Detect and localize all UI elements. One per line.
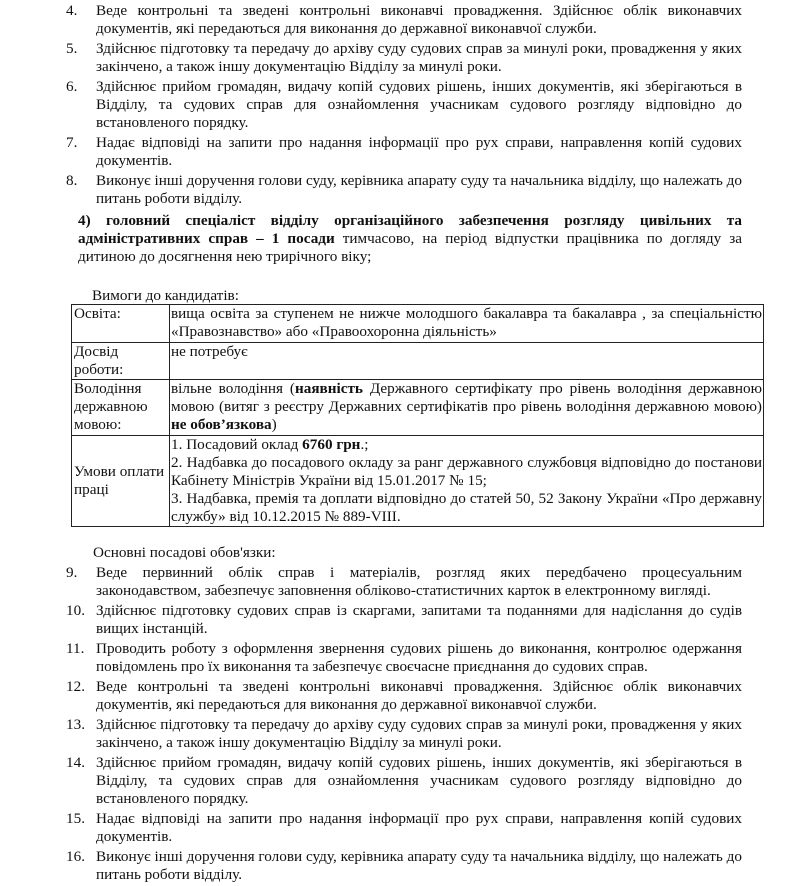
position-description [78,212,742,266]
item-text: Здійснює прийом громадян, видачу копій судових рішень, інших документів, які зберігаються в Відділу, та судових справ для ознайомлення учасникам судового розгляду відповідно до встановленого порядку. [96,754,742,807]
duties-list-top [66,2,742,210]
item-number: 13. [66,716,85,733]
item-text: Веде первинний облік справ і матеріалів, розгляд яких передбачено процесуальним законодавством, забезпечує заповнення обліково-статистичних карток в електронному вигляді. [96,564,742,599]
requirements-caption: Вимоги до кандидатів: [92,287,239,304]
table-row [72,380,764,436]
list-item [66,134,742,170]
item-text: Веде контрольні та зведені контрольні виконавчі провадження. Здійснює облік виконавчих документів, які передаються для виконання до державної виконавчої служби. [96,678,742,713]
item-number: 4. [66,2,78,19]
language-value-optional: не обов’язкова [171,416,272,433]
salary-suffix: .; [360,436,369,453]
language-label: Володіння державною мовою: [72,380,170,436]
item-number: 16. [66,848,85,865]
list-item [66,172,742,208]
item-text: Проводить роботу з оформлення звернення судових рішень до виконання, контролює одержання повідомлень про їх виконання та забезпечує своєчасне приєднання до судових справ. [96,640,742,675]
table-row [72,305,764,343]
item-number: 8. [66,172,78,189]
item-text: Надає відповіді на запити про надання інформації про рух справи, направлення копій судових документів. [96,134,742,169]
list-item [66,564,742,600]
table-row [72,343,764,380]
item-number: 6. [66,78,78,95]
item-number: 7. [66,134,78,151]
item-number: 5. [66,40,78,57]
item-text: Здійснює підготовку судових справ із скаргами, запитами та поданнями для надіслання до судів вищих інстанцій. [96,602,742,637]
list-item [66,640,742,676]
item-number: 12. [66,678,85,695]
item-number: 9. [66,564,78,581]
pay-line-premium: 3. Надбавка, премія та доплати відповідно до статей 50, 52 Закону України «Про державну службу» від 10.12.2015 № 889-VIII. [171,490,762,525]
salary-prefix: 1. Посадовий оклад [171,436,303,453]
item-text: Надає відповіді на запити про надання інформації про рух справи, направлення копій судових документів. [96,810,742,845]
pay-value [170,436,764,527]
list-item [66,78,742,132]
list-item [66,754,742,808]
item-text: Здійснює підготовку та передачу до архіву суду судових справ за минулі роки, провадження у яких закінчено, а також іншу документацію Відділу за минулі роки. [96,716,742,751]
list-item [66,602,742,638]
language-value-middle: Державного сертифікату про рівень володіння державною мовою (витяг з реєстру Державних сертифікатів про рівень володіння державною мовою) [171,380,762,415]
language-value-prefix: вільне володіння ( [171,380,295,397]
list-item [66,810,742,846]
item-number: 10. [66,602,85,619]
item-text: Виконує інші доручення голови суду, керівника апарату суду та начальника відділу, що належать до питань роботи відділу. [96,848,742,883]
list-item [66,678,742,714]
language-value-emphasis: наявність [294,380,363,397]
item-text: Веде контрольні та зведені контрольні виконавчі провадження. Здійснює облік виконавчих документів, які передаються для виконання до державної виконавчої служби. [96,2,742,37]
experience-value: не потребує [170,343,764,380]
language-value-suffix: ) [271,416,277,433]
item-text: Виконує інші доручення голови суду, керівника апарату суду та начальника відділу, що належать до питань роботи відділу. [96,172,742,207]
requirements-table [71,304,764,527]
education-label: Освіта: [72,305,170,343]
duties-list-bottom [66,564,742,886]
item-text: Здійснює підготовку та передачу до архіву суду судових справ за минулі роки, провадження у яких закінчено, а також іншу документацію Відділу за минулі роки. [96,40,742,75]
position-terms: тимчасово, на період відпустки працівника по догляду за дитиною до досягнення нею трирічного віку; [78,230,742,265]
pay-line-salary [171,436,762,454]
item-number: 14. [66,754,85,771]
position-title: 4) головний спеціаліст відділу організаційного забезпечення розгляду цивільних та адміністративних справ – 1 посади [78,212,742,247]
education-value: вища освіта за ступенем не нижче молодшого бакалавра та бакалавра , за спеціальністю «Правознавство» або «Правоохоронна діяльність» [170,305,764,343]
list-item [66,716,742,752]
pay-label: Умови оплати праці [72,436,170,527]
table-row [72,436,764,527]
pay-line-rank-bonus: 2. Надбавка до посадового окладу за ранг державного службовця відповідно до постанови Кабінету Міністрів України від 15.01.2017 № 15; [171,454,762,489]
duties-caption: Основні посадові обов'язки: [93,544,276,561]
item-number: 15. [66,810,85,827]
item-number: 11. [66,640,85,657]
item-text: Здійснює прийом громадян, видачу копій судових рішень, інших документів, які зберігаються в Відділу, та судових справ для ознайомлення учасникам судового розгляду відповідно до встановленого порядку. [96,78,742,131]
list-item [66,40,742,76]
list-item [66,2,742,38]
salary-amount: 6760 грн [302,436,361,453]
list-item [66,848,742,884]
experience-label: Досвід роботи: [72,343,170,380]
language-value [170,380,764,436]
